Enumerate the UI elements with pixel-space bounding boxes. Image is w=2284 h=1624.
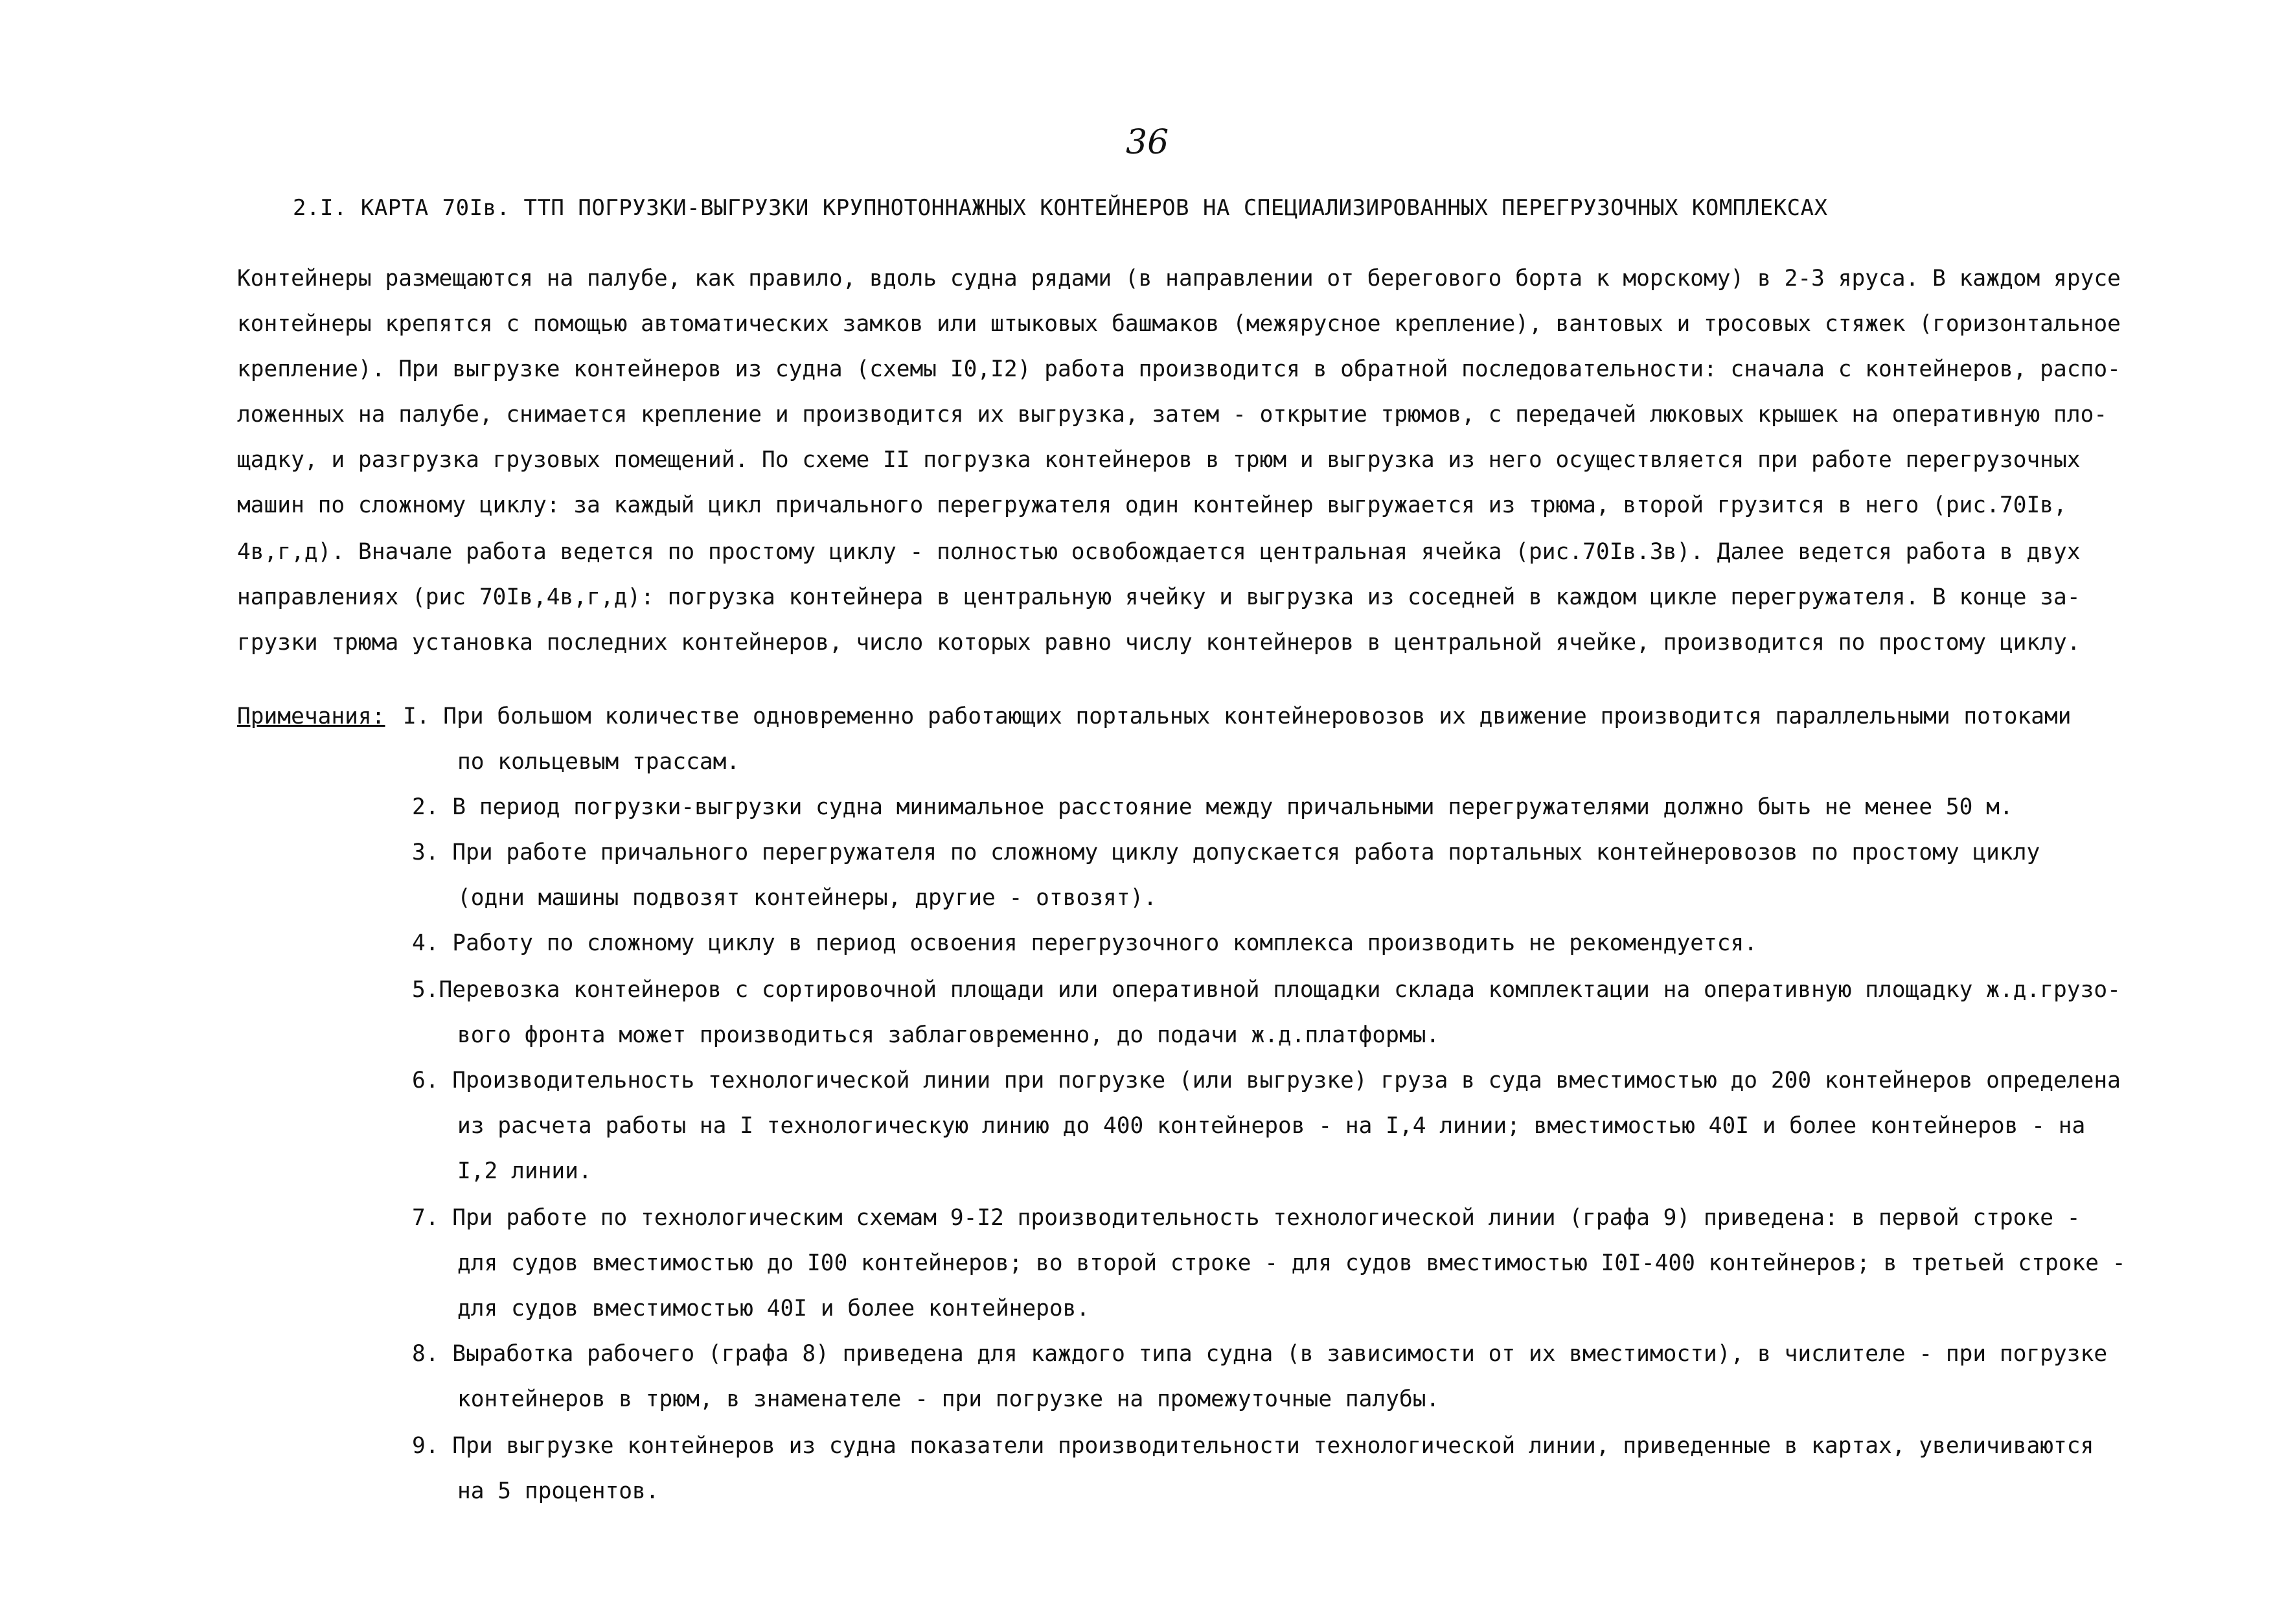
body-line: грузки трюма установка последних контейнеров, число которых равно числу контейнеров в центральной ячейке, производится по простому циклу. <box>237 630 2081 656</box>
page-number: 36 <box>1126 123 1169 162</box>
body-line: контейнеры крепятся с помощью автоматических замков или штыковых башмаков (межярусное крепление), вантовых и тросовых стяжек (горизонтальное <box>237 311 2121 337</box>
note-line: 8. Выработка рабочего (графа 8) приведена для каждого типа судна (в зависимости от их вместимости), в числителе - при погрузке <box>412 1341 2108 1367</box>
body-line: ложенных на палубе, снимается крепление и производится их выгрузка, затем - открытие трюмов, с передачей люковых крышек на оперативную пло- <box>237 402 2108 428</box>
note-line: из расчета работы на I технологическую линию до 400 контейнеров - на I,4 линии; вместимостью 40I и более контейнеров - на <box>457 1113 2086 1139</box>
note-line: на 5 процентов. <box>457 1478 659 1504</box>
body-line: крепление). При выгрузке контейнеров из судна (схемы I0,I2) работа производится в обратной последовательности: сначала с контейнеров, распо- <box>237 356 2121 382</box>
body-line: машин по сложному циклу: за каждый цикл причального перегружателя один контейнер выгружается из трюма, второй грузится в него (рис.70Iв, <box>237 492 2067 518</box>
notes-heading: Примечания: <box>237 703 385 729</box>
note-line: 7. При работе по технологическим схемам 9-I2 производительность технологической линии (графа 9) приведена: в первой строке - <box>412 1205 2081 1231</box>
body-line: щадку, и разгрузка грузовых помещений. По схеме II погрузка контейнеров в трюм и выгрузка из него осуществляется при работе перегрузочных <box>237 447 2081 473</box>
note-line: 4. Работу по сложному циклу в период освоения перегрузочного комплекса производить не рекомендуется. <box>412 930 1758 956</box>
page-title: 2.I. КАРТА 70Iв. ТТП ПОГРУЗКИ-ВЫГРУЗКИ КРУПНОТОННАЖНЫХ КОНТЕЙНЕРОВ НА СПЕЦИАЛИЗИРОВАННЫХ ПЕРЕГРУЗОЧНЫХ КОМПЛЕКСАХ <box>293 195 1828 221</box>
note-line: 9. При выгрузке контейнеров из судна показатели производительности технологической линии, приведенные в картах, увеличиваются <box>412 1433 2094 1459</box>
note-line: I. При большом количестве одновременно работающих портальных контейнеровозов их движение производится параллельными потоками <box>403 703 2072 729</box>
body-line: Контейнеры размещаются на палубе, как правило, вдоль судна рядами (в направлении от берегового борта к морскому) в 2-3 яруса. В каждом ярусе <box>237 266 2121 292</box>
note-line: по кольцевым трассам. <box>457 749 740 775</box>
note-line: 3. При работе причального перегружателя по сложному циклу допускается работа портальных контейнеровозов по простому циклу <box>412 840 2040 865</box>
note-line: вого фронта может производиться заблаговременно, до подачи ж.д.платформы. <box>457 1022 1440 1048</box>
note-line: для судов вместимостью 40I и более контейнеров. <box>457 1296 1090 1321</box>
note-line: I,2 линии. <box>457 1158 592 1184</box>
note-line: для судов вместимостью до I00 контейнеров; во второй строке - для судов вместимостью I0I-400 контейнеров; в третьей строке - <box>457 1250 2126 1276</box>
note-line: 2. В период погрузки-выгрузки судна минимальное расстояние между причальными перегружателями должно быть не менее 50 м. <box>412 794 2013 820</box>
body-line: направлениях (рис 70Iв,4в,г,д): погрузка контейнера в центральную ячейку и выгрузка из соседней в каждом цикле перегружателя. В конце за- <box>237 584 2081 610</box>
note-line: (одни машины подвозят контейнеры, другие - отвозят). <box>457 885 1158 911</box>
note-line: контейнеров в трюм, в знаменателе - при погрузке на промежуточные палубы. <box>457 1386 1440 1412</box>
note-line: 6. Производительность технологической линии при погрузке (или выгрузке) груза в суда вместимостью до 200 контейнеров определена <box>412 1068 2121 1093</box>
note-line: 5.Перевозка контейнеров с сортировочной площади или оперативной площадки склада комплектации на оперативную площадку ж.д.грузо- <box>412 977 2121 1003</box>
body-line: 4в,г,д). Вначале работа ведется по простому циклу - полностью освобождается центральная ячейка (рис.70Iв.3в). Далее ведется работа в двух <box>237 539 2081 565</box>
